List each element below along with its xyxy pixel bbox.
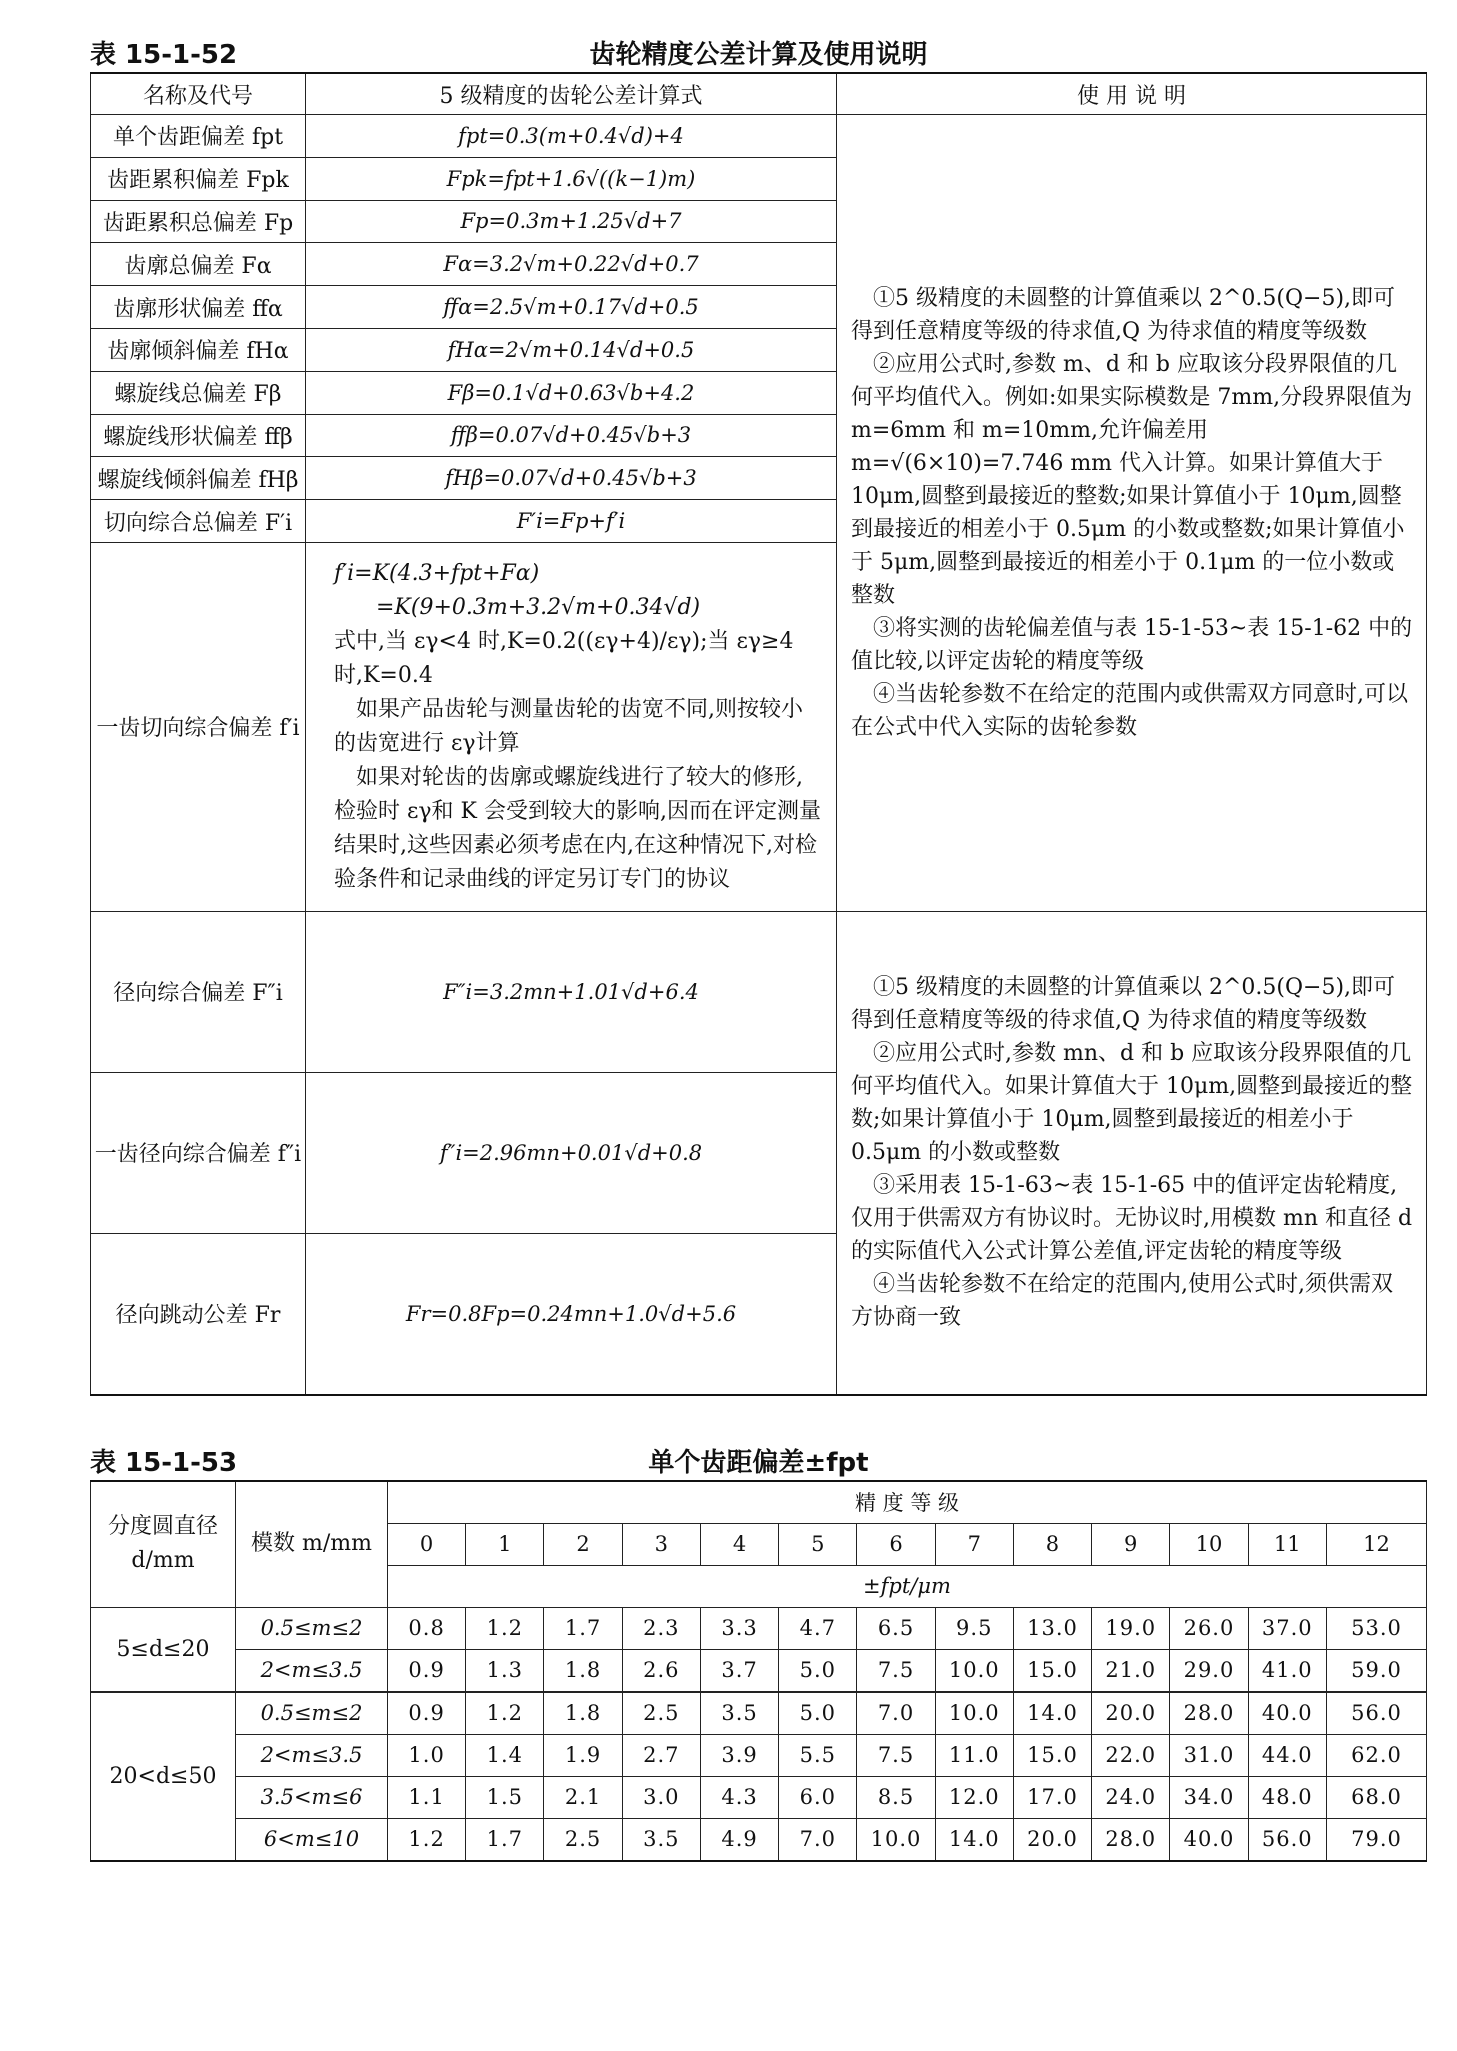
tolerance-value-cell: 6.5	[857, 1607, 935, 1649]
grade-header: 2	[544, 1523, 622, 1565]
tolerance-value-cell: 5.0	[779, 1649, 857, 1692]
grade-header: 5	[779, 1523, 857, 1565]
tolerance-value-cell: 1.1	[388, 1776, 466, 1818]
tolerance-value-cell: 6.0	[779, 1776, 857, 1818]
row-formula: F′i=Fp+f′i	[306, 500, 837, 543]
usage-note: ④当齿轮参数不在给定的范围内,使用公式时,须供需双方协商一致	[851, 1272, 1393, 1331]
tolerance-value-cell: 8.5	[857, 1776, 935, 1818]
table-row	[91, 911, 1427, 1072]
row-name: 径向跳动公差 Fr	[91, 1233, 306, 1395]
tolerance-value-cell: 40.0	[1170, 1818, 1248, 1861]
row-formula: ffβ=0.07√d+0.45√b+3	[306, 414, 837, 457]
header-name: 名称及代号	[91, 73, 306, 115]
tolerance-value-cell: 0.9	[388, 1692, 466, 1735]
tolerance-value-cell: 1.2	[388, 1818, 466, 1861]
grade-header: 9	[1092, 1523, 1170, 1565]
tolerance-value-cell: 48.0	[1248, 1776, 1326, 1818]
tolerance-value-cell: 20.0	[1092, 1692, 1170, 1735]
grade-header: 11	[1248, 1523, 1326, 1565]
row-name: 齿距累积偏差 Fpk	[91, 157, 306, 200]
tolerance-value-cell: 3.9	[700, 1734, 778, 1776]
row-name: 齿廓总偏差 Fα	[91, 243, 306, 286]
module-range-cell: 0.5≤m≤2	[236, 1607, 388, 1649]
formula-line: f′i=K(4.3+fpt+Fα)	[334, 560, 540, 586]
tolerance-value-cell: 34.0	[1170, 1776, 1248, 1818]
grade-header: 3	[622, 1523, 700, 1565]
row-name: 螺旋线倾斜偏差 fHβ	[91, 457, 306, 500]
tolerance-value-cell: 14.0	[935, 1818, 1013, 1861]
row-name: 齿距累积总偏差 Fp	[91, 200, 306, 243]
tolerance-value-cell: 13.0	[1013, 1607, 1091, 1649]
module-range-cell: 2<m≤3.5	[236, 1734, 388, 1776]
usage-note: ④当齿轮参数不在给定的范围内或供需双方同意时,可以在公式中代入实际的齿轮参数	[851, 681, 1408, 740]
formula-note: 如果对轮齿的齿廓或螺旋线进行了较大的修形,检验时 εγ和 K 会受到较大的影响,因而在评定测量结果时,这些因素必须考虑在内,在这种情况下,对检验条件和记录曲线的评定另订专门的协议	[334, 764, 821, 892]
diameter-range-cell: 5≤d≤20	[91, 1607, 236, 1692]
tolerance-value-cell: 1.8	[544, 1692, 622, 1735]
table-row	[91, 1818, 1427, 1861]
grade-header: 10	[1170, 1523, 1248, 1565]
tolerance-value-cell: 10.0	[935, 1649, 1013, 1692]
tolerance-value-cell: 29.0	[1170, 1649, 1248, 1692]
tolerance-value-cell: 17.0	[1013, 1776, 1091, 1818]
tolerance-value-cell: 1.7	[544, 1607, 622, 1649]
tolerance-value-cell: 7.0	[857, 1692, 935, 1735]
grade-header: 8	[1013, 1523, 1091, 1565]
tolerance-value-cell: 4.3	[700, 1776, 778, 1818]
tolerance-value-cell: 1.8	[544, 1649, 622, 1692]
tolerance-value-cell: 56.0	[1326, 1692, 1426, 1735]
tolerance-value-cell: 5.0	[779, 1692, 857, 1735]
tolerance-value-cell: 1.2	[466, 1692, 544, 1735]
single-pitch-deviation-table	[90, 1480, 1427, 1862]
tolerance-value-cell: 1.7	[466, 1818, 544, 1861]
tolerance-value-cell: 10.0	[857, 1818, 935, 1861]
usage-note: ③采用表 15-1-63~表 15-1-65 中的值评定齿轮精度,仅用于供需双方有协议时。无协议时,用模数 mn 和直径 d 的实际值代入公式计算公差值,评定齿轮的精度等级	[851, 1173, 1413, 1265]
tolerance-value-cell: 59.0	[1326, 1649, 1426, 1692]
module-range-cell: 3.5<m≤6	[236, 1776, 388, 1818]
table-row	[91, 1649, 1427, 1692]
tolerance-value-cell: 1.9	[544, 1734, 622, 1776]
header-formula: 5 级精度的齿轮公差计算式	[306, 73, 837, 115]
header-usage: 使 用 说 明	[837, 73, 1427, 115]
tolerance-value-cell: 19.0	[1092, 1607, 1170, 1649]
module-range-cell: 2<m≤3.5	[236, 1649, 388, 1692]
tolerance-value-cell: 4.7	[779, 1607, 857, 1649]
formula-line: 时,K=0.4	[334, 662, 433, 688]
tolerance-value-cell: 41.0	[1248, 1649, 1326, 1692]
table-row	[91, 1692, 1427, 1735]
row-formula: fHβ=0.07√d+0.45√b+3	[306, 457, 837, 500]
grade-header: 4	[700, 1523, 778, 1565]
header-grade: 精 度 等 级	[388, 1481, 1427, 1524]
tolerance-value-cell: 1.3	[466, 1649, 544, 1692]
tolerance-value-cell: 44.0	[1248, 1734, 1326, 1776]
tolerance-value-cell: 14.0	[1013, 1692, 1091, 1735]
tolerance-value-cell: 2.5	[544, 1818, 622, 1861]
tolerance-value-cell: 7.5	[857, 1649, 935, 1692]
tolerance-value-cell: 1.0	[388, 1734, 466, 1776]
row-name: 齿廓形状偏差 ffα	[91, 286, 306, 329]
grade-header: 12	[1326, 1523, 1426, 1565]
tolerance-value-cell: 11.0	[935, 1734, 1013, 1776]
table2-title: 单个齿距偏差±fpt	[648, 1447, 869, 1478]
tolerance-value-cell: 28.0	[1092, 1818, 1170, 1861]
row-formula: Fα=3.2√m+0.22√d+0.7	[306, 243, 837, 286]
tolerance-value-cell: 2.3	[622, 1607, 700, 1649]
tolerance-value-cell: 21.0	[1092, 1649, 1170, 1692]
row-formula: F″i=3.2mn+1.01√d+6.4	[306, 911, 837, 1072]
tolerance-value-cell: 22.0	[1092, 1734, 1170, 1776]
table2-number: 表 15-1-53	[90, 1447, 238, 1478]
formula-note: 如果产品齿轮与测量齿轮的齿宽不同,则按较小的齿宽进行 εγ计算	[334, 696, 803, 756]
tolerance-value-cell: 2.5	[622, 1692, 700, 1735]
table-row	[91, 115, 1427, 158]
usage-note: ①5 级精度的未圆整的计算值乘以 2^0.5(Q−5),即可得到任意精度等级的待求值,Q 为待求值的精度等级数	[851, 285, 1396, 344]
table-row	[91, 1734, 1427, 1776]
header-module: 模数 m/mm	[236, 1481, 388, 1608]
tolerance-value-cell: 62.0	[1326, 1734, 1426, 1776]
module-range-cell: 0.5≤m≤2	[236, 1692, 388, 1735]
tolerance-value-cell: 5.5	[779, 1734, 857, 1776]
formula-line: 式中,当 εγ<4 时,K=0.2((εγ+4)/εγ);当 εγ≥4	[334, 628, 794, 654]
module-range-cell: 6<m≤10	[236, 1818, 388, 1861]
table1-caption	[90, 28, 1427, 72]
row-name: 螺旋线总偏差 Fβ	[91, 371, 306, 414]
usage-note: ③将实测的齿轮偏差值与表 15-1-53~表 15-1-62 中的值比较,以评定齿轮的精度等级	[851, 615, 1413, 674]
tolerance-value-cell: 7.5	[857, 1734, 935, 1776]
tolerance-value-cell: 1.4	[466, 1734, 544, 1776]
tolerance-value-cell: 37.0	[1248, 1607, 1326, 1649]
formula-line: =K(9+0.3m+3.2√m+0.34√d)	[376, 594, 701, 620]
tolerance-value-cell: 3.5	[700, 1692, 778, 1735]
row-formula: Fr=0.8Fp=0.24mn+1.0√d+5.6	[306, 1233, 837, 1395]
tolerance-value-cell: 0.8	[388, 1607, 466, 1649]
tolerance-value-cell: 15.0	[1013, 1734, 1091, 1776]
tolerance-value-cell: 3.3	[700, 1607, 778, 1649]
grade-header: 7	[935, 1523, 1013, 1565]
tolerance-value-cell: 56.0	[1248, 1818, 1326, 1861]
tolerance-value-cell: 7.0	[779, 1818, 857, 1861]
table2-header-row	[91, 1481, 1427, 1524]
table-row	[91, 1776, 1427, 1818]
tolerance-value-cell: 20.0	[1013, 1818, 1091, 1861]
tolerance-value-cell: 4.9	[700, 1818, 778, 1861]
row-formula: Fβ=0.1√d+0.63√b+4.2	[306, 371, 837, 414]
row-name: 一齿切向综合偏差 f′i	[91, 542, 306, 911]
tolerance-value-cell: 3.5	[622, 1818, 700, 1861]
tolerance-value-cell: 2.1	[544, 1776, 622, 1818]
tolerance-formula-table	[90, 72, 1427, 1396]
grade-header: 0	[388, 1523, 466, 1565]
row-name: 切向综合总偏差 F′i	[91, 500, 306, 543]
row-name: 径向综合偏差 F″i	[91, 911, 306, 1072]
usage-note: ①5 级精度的未圆整的计算值乘以 2^0.5(Q−5),即可得到任意精度等级的待求值,Q 为待求值的精度等级数	[851, 975, 1396, 1034]
tolerance-value-cell: 79.0	[1326, 1818, 1426, 1861]
header-unit: ±fpt/μm	[388, 1565, 1427, 1607]
grade-header: 1	[466, 1523, 544, 1565]
tolerance-value-cell: 53.0	[1326, 1607, 1426, 1649]
row-formula: ffα=2.5√m+0.17√d+0.5	[306, 286, 837, 329]
table1-header-row	[91, 73, 1427, 115]
tangential-formula-block	[306, 542, 837, 911]
tolerance-value-cell: 31.0	[1170, 1734, 1248, 1776]
row-name: 一齿径向综合偏差 f″i	[91, 1072, 306, 1233]
tolerance-value-cell: 1.2	[466, 1607, 544, 1649]
tolerance-value-cell: 1.5	[466, 1776, 544, 1818]
usage-note: ②应用公式时,参数 mn、d 和 b 应取该分段界限值的几何平均值代入。如果计算值大于 10μm,圆整到最接近的整数;如果计算值小于 10μm,圆整到最接近的相差小于 0.5μm 的小数或整数	[851, 1041, 1413, 1166]
tolerance-value-cell: 0.9	[388, 1649, 466, 1692]
tolerance-value-cell: 9.5	[935, 1607, 1013, 1649]
tolerance-value-cell: 3.0	[622, 1776, 700, 1818]
header-diameter: 分度圆直径 d/mm	[91, 1481, 236, 1608]
tolerance-value-cell: 28.0	[1170, 1692, 1248, 1735]
tolerance-value-cell: 26.0	[1170, 1607, 1248, 1649]
tolerance-value-cell: 3.7	[700, 1649, 778, 1692]
table-row	[91, 1607, 1427, 1649]
tolerance-value-cell: 12.0	[935, 1776, 1013, 1818]
row-name: 齿廓倾斜偏差 fHα	[91, 328, 306, 371]
table2-caption	[90, 1436, 1427, 1480]
row-formula: Fp=0.3m+1.25√d+7	[306, 200, 837, 243]
grade-header: 6	[857, 1523, 935, 1565]
table1-title: 齿轮精度公差计算及使用说明	[589, 40, 928, 70]
row-formula: Fpk=fpt+1.6√((k−1)m)	[306, 157, 837, 200]
tolerance-value-cell: 15.0	[1013, 1649, 1091, 1692]
row-name: 螺旋线形状偏差 ffβ	[91, 414, 306, 457]
page	[90, 28, 1427, 1862]
usage-note: ②应用公式时,参数 m、d 和 b 应取该分段界限值的几何平均值代入。例如:如果实际模数是 7mm,分段界限值为 m=6mm 和 m=10mm,允许偏差用 m=√(6×10)=7.746 mm 代入计算。如果计算值大于 10μm,圆整到最接近的整数;如果计算值小于 10μm,圆整到最接近的相差小于 0.5μm 的小数或整数;如果计算值小于 5μm,圆整到最接近的相差小于 0.1μm 的一位小数或整数	[851, 351, 1413, 608]
usage-notes-1	[837, 115, 1427, 912]
tolerance-value-cell: 2.6	[622, 1649, 700, 1692]
tolerance-value-cell: 10.0	[935, 1692, 1013, 1735]
row-formula: fpt=0.3(m+0.4√d)+4	[306, 115, 837, 158]
tolerance-value-cell: 24.0	[1092, 1776, 1170, 1818]
tolerance-value-cell: 68.0	[1326, 1776, 1426, 1818]
tolerance-value-cell: 2.7	[622, 1734, 700, 1776]
row-name: 单个齿距偏差 fpt	[91, 115, 306, 158]
row-formula: fHα=2√m+0.14√d+0.5	[306, 328, 837, 371]
diameter-range-cell: 20<d≤50	[91, 1692, 236, 1861]
row-formula: f″i=2.96mn+0.01√d+0.8	[306, 1072, 837, 1233]
tolerance-value-cell: 40.0	[1248, 1692, 1326, 1735]
table1-number: 表 15-1-52	[90, 40, 238, 70]
usage-notes-2	[837, 911, 1427, 1395]
